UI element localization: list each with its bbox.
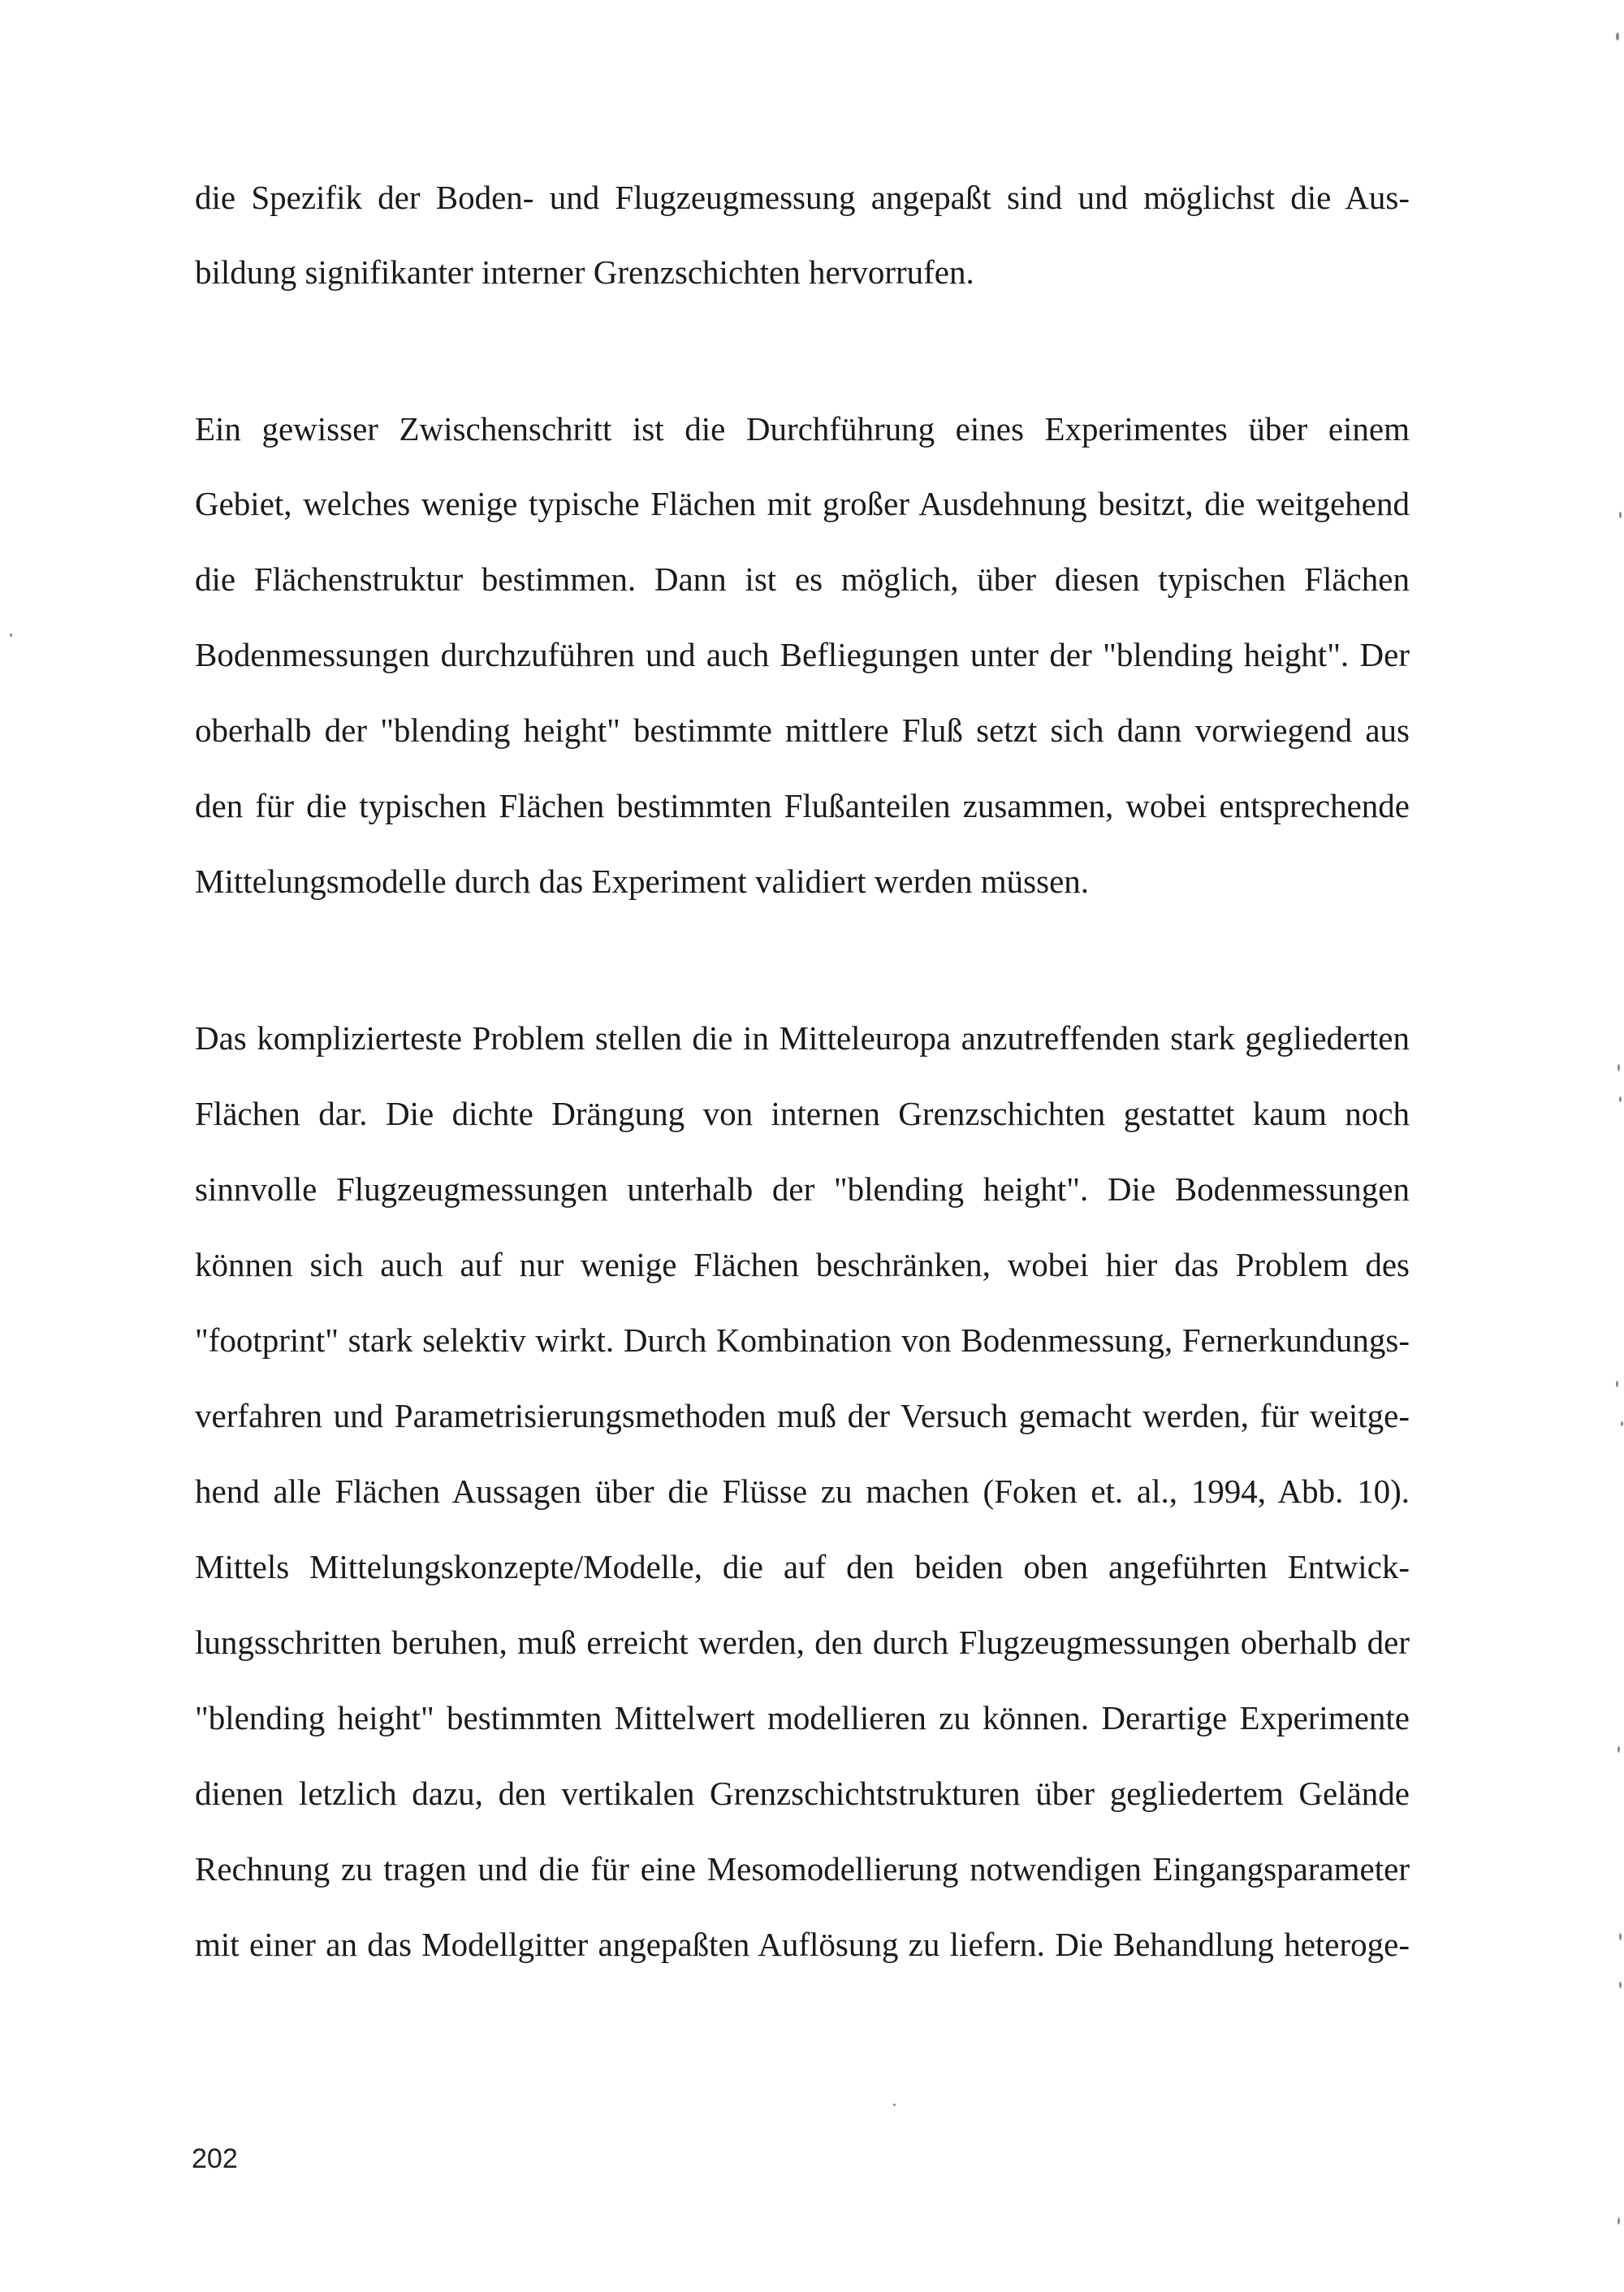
text-line: oberhalb der "blending height" bestimmte mittlere Fluß setzt sich dann vorwiegend aus [195,711,1410,749]
text-line: "blending height" bestimmten Mittelwert modellieren zu können. Derartige Experimente [195,1699,1410,1736]
text-line: Ein gewisser Zwischenschritt ist die Durchführung eines Experimentes über einem [195,410,1410,448]
scan-speck [893,2104,896,2106]
scan-speck [1619,1982,1622,1988]
text-line: Gebiet, welches wenige typische Flächen mit großer Ausdehnung besitzt, die weitgehend [195,485,1410,522]
scan-speck [1619,1933,1622,1940]
scan-speck [1621,1421,1623,1426]
text-line: Das komplizierteste Problem stellen die in Mitteleuropa anzutreffenden stark gegliederten [195,1019,1410,1057]
text-line: sinnvolle Flugzeugmessungen unterhalb der "blending height". Die Bodenmessungen [195,1170,1410,1208]
scan-speck [1618,1746,1620,1753]
text-line: "footprint" stark selektiv wirkt. Durch Kombination von Bodenmessung, Fernerkundungs- [195,1321,1410,1359]
text-line: können sich auch auf nur wenige Flächen beschränken, wobei hier das Problem des [195,1246,1410,1283]
text-line: den für die typischen Flächen bestimmten Flußanteilen zusammen, wobei entsprechende [195,787,1410,824]
text-line: Mittels Mittelungskonzepte/Modelle, die auf den beiden oben angeführten Entwick- [195,1548,1410,1585]
text-line: die Flächenstruktur bestimmen. Dann ist es möglich, über diesen typischen Flächen [195,560,1410,598]
text-line: lungsschritten beruhen, muß erreicht werden, den durch Flugzeugmessungen oberhalb der [195,1624,1410,1661]
scan-speck [10,634,12,637]
scan-speck [1619,1096,1622,1102]
scan-speck [1618,1064,1620,1071]
scan-speck [1619,512,1622,518]
text-line: Rechnung zu tragen und die für eine Mesomodellierung notwendigen Eingangsparameter [195,1850,1410,1888]
scan-speck [1616,1381,1618,1387]
text-line: Bodenmessungen durchzuführen und auch Befliegungen unter der "blending height". Der [195,636,1410,673]
text-line: dienen letzlich dazu, den vertikalen Grenzschichtstrukturen über gegliedertem Gelände [195,1775,1410,1812]
text-line: hend alle Flächen Aussagen über die Flüsse zu machen (Foken et. al., 1994, Abb. 10). [195,1473,1410,1510]
page-number: 202 [192,2143,238,2174]
text-line: bildung signifikanter interner Grenzschichten hervorrufen. [195,253,974,291]
scan-speck [1616,32,1619,41]
text-line: Flächen dar. Die dichte Drängung von internen Grenzschichten gestattet kaum noch [195,1095,1410,1132]
text-line: verfahren und Parametrisierungsmethoden muß der Versuch gemacht werden, für weitge- [195,1397,1410,1434]
text-line: Mittelungsmodelle durch das Experiment validiert werden müssen. [195,863,1090,900]
text-line: mit einer an das Modellgitter angepaßten Auflösung zu liefern. Die Behandlung heteroge- [195,1926,1410,1963]
scan-speck [1618,2217,1620,2225]
text-line: die Spezifik der Boden- und Flugzeugmessung angepaßt sind und möglichst die Aus- [195,179,1410,216]
